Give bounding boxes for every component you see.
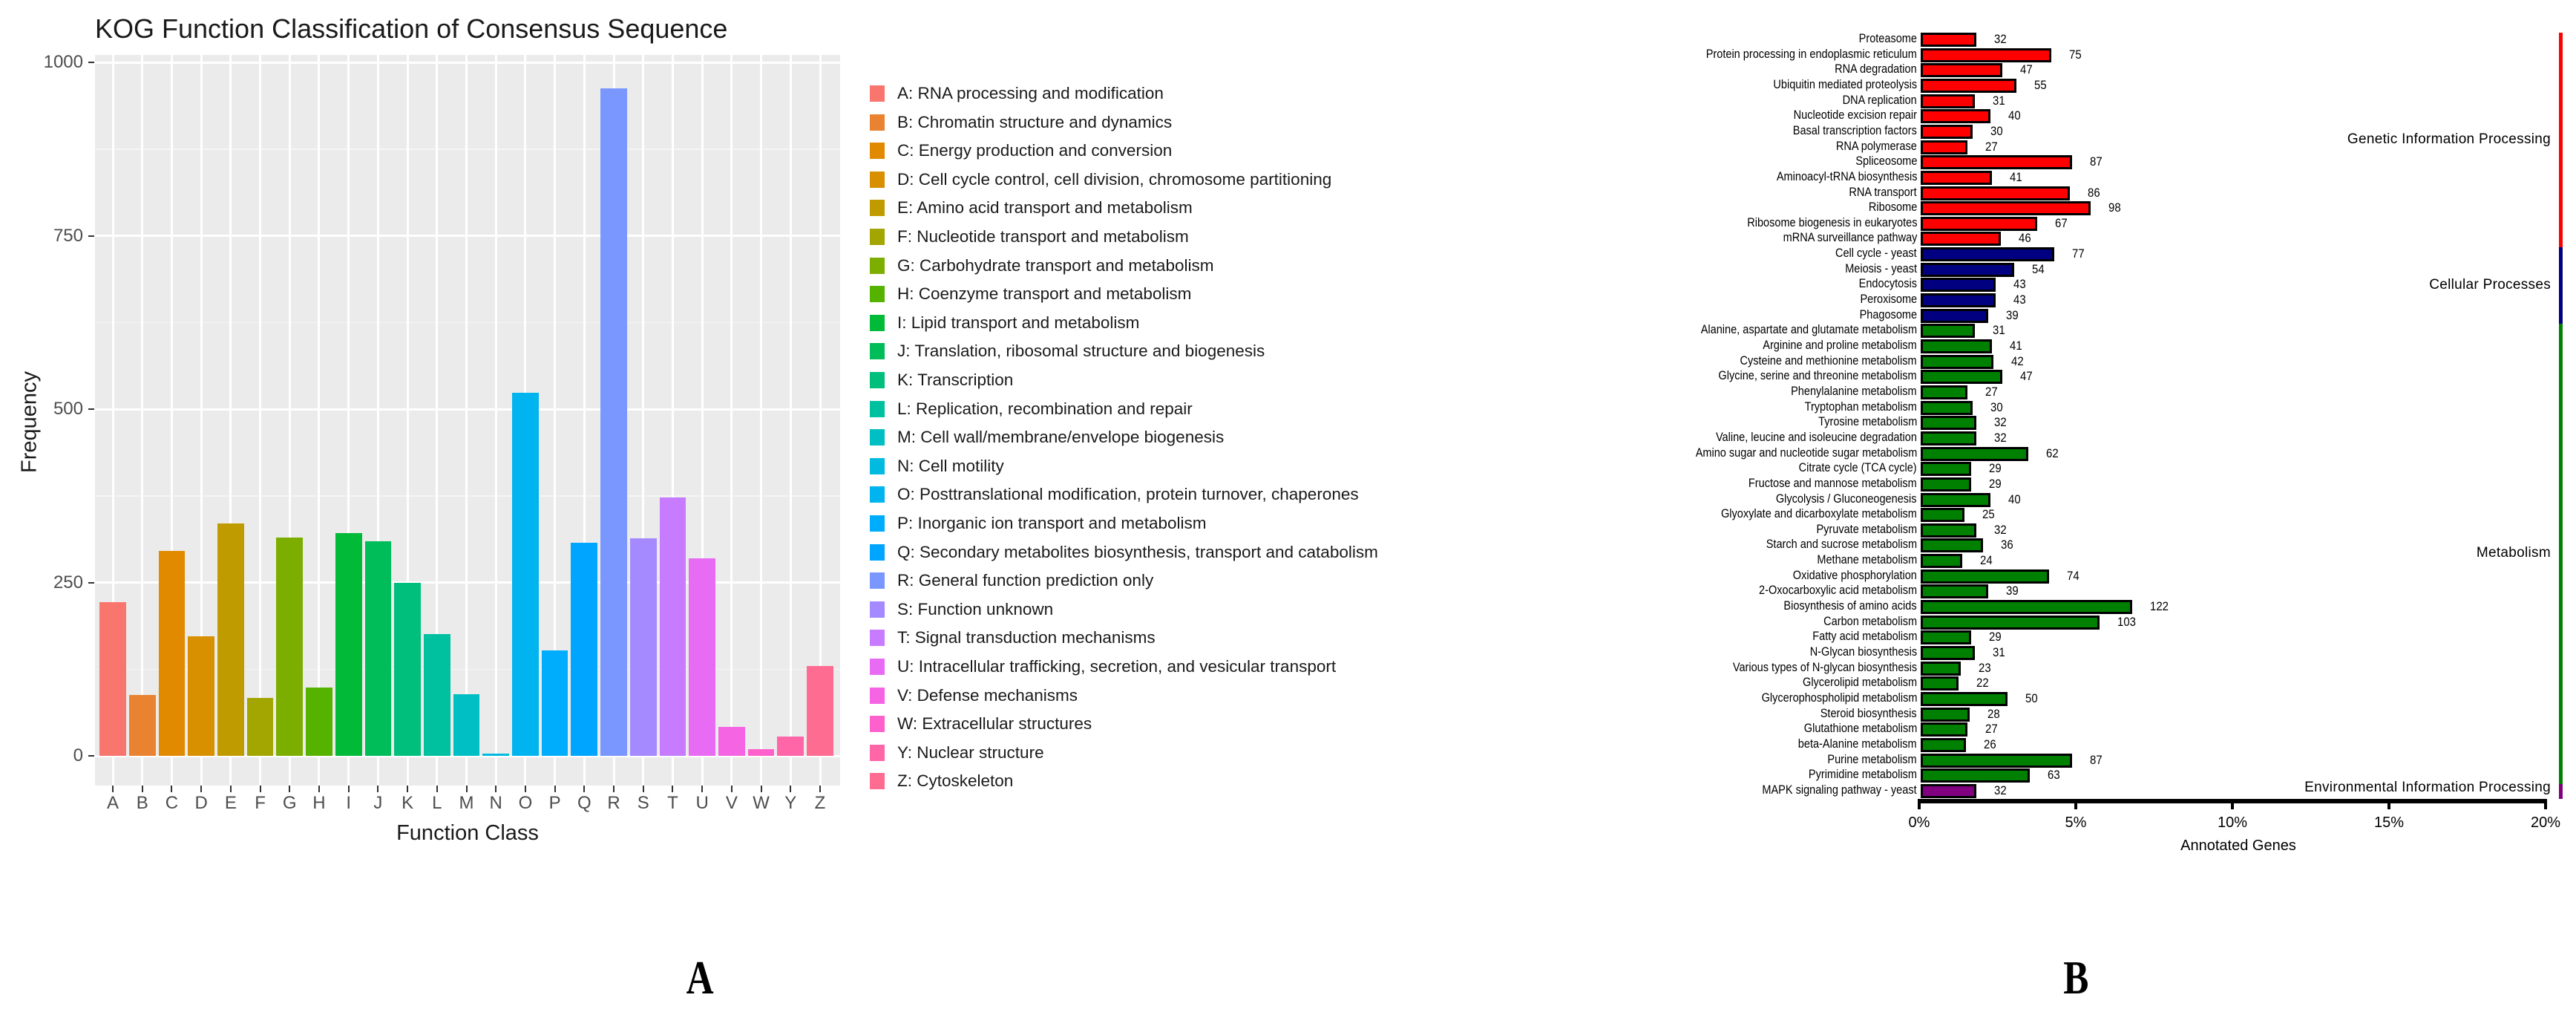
pathway-label: Steroid biosynthesis <box>1820 706 1917 720</box>
pathway-count: 55 <box>2033 77 2047 92</box>
pathway-row <box>0 754 2576 769</box>
pathway-count: 32 <box>1993 783 2007 797</box>
pathway-row <box>0 616 2576 631</box>
x-tick-label: P <box>548 793 561 813</box>
pathway-count: 74 <box>2067 568 2080 583</box>
pathway-bar <box>1921 94 1975 108</box>
group-color-bar <box>2559 324 2563 784</box>
pathway-count: 40 <box>2008 492 2021 506</box>
pathway-row <box>0 662 2576 677</box>
x-tick-label: 15% <box>2373 815 2405 831</box>
pathway-bar <box>1921 217 2037 231</box>
group-color-bar <box>2559 784 2563 800</box>
y-tick-label: 250 <box>53 572 83 592</box>
pathway-label: Citrate cycle (TCA cycle) <box>1799 461 1917 475</box>
pathway-bar <box>1921 676 1959 691</box>
pathway-count: 42 <box>2011 353 2024 368</box>
pathway-row <box>0 309 2576 324</box>
pathway-count: 32 <box>1993 522 2007 537</box>
pathway-bar <box>1921 662 1961 676</box>
pathway-count: 32 <box>1993 415 2007 430</box>
x-tick-label: 0% <box>1908 815 1930 831</box>
pathway-bar <box>1921 523 1976 538</box>
x-tick-label: C <box>165 793 179 813</box>
pathway-row <box>0 630 2576 646</box>
chart-a-x-axis-label: Function Class <box>396 821 539 845</box>
legend-label: Z: Cytoskeleton <box>897 771 1014 791</box>
pathway-label: Glycine, serine and threonine metabolism <box>1718 369 1917 383</box>
pathway-row <box>0 646 2576 662</box>
pathway-row <box>0 722 2576 738</box>
legend-label: H: Coenzyme transport and metabolism <box>897 284 1192 304</box>
pathway-bar <box>1921 263 2014 277</box>
pathway-row <box>0 186 2576 202</box>
pathway-count: 54 <box>2032 261 2045 276</box>
x-tick-label: G <box>282 793 297 813</box>
pathway-count: 31 <box>1992 93 2005 108</box>
pathway-label: Alanine, aspartate and glutamate metabolism <box>1700 323 1917 337</box>
pathway-row <box>0 401 2576 417</box>
pathway-count: 50 <box>2025 691 2038 705</box>
pathway-bar <box>1921 416 1976 430</box>
pathway-row <box>0 676 2576 692</box>
x-tick-label: U <box>695 793 709 813</box>
pathway-bar <box>1921 538 1983 552</box>
legend-label: D: Cell cycle control, cell division, chromosome partitioning <box>897 169 1332 189</box>
pathway-label: Endocytosis <box>1858 277 1917 291</box>
group-label: Cellular Processes <box>2429 276 2551 293</box>
pathway-count: 22 <box>1976 676 1990 691</box>
pathway-label: Purine metabolism <box>1827 752 1917 766</box>
pathway-count: 43 <box>2013 293 2026 307</box>
pathway-label: Fructose and mannose metabolism <box>1749 476 1917 490</box>
legend-label: B: Chromatin structure and dynamics <box>897 112 1173 131</box>
pathway-bar <box>1921 477 1971 492</box>
x-tick-label: V <box>725 793 738 813</box>
y-tick-label: 0 <box>73 745 83 765</box>
y-tick-label: 750 <box>53 225 83 246</box>
pathway-label: Oxidative phosphorylation <box>1792 568 1917 582</box>
legend-label: P: Inorganic ion transport and metabolism <box>897 514 1207 532</box>
pathway-row <box>0 339 2576 355</box>
pathway-count: 75 <box>2068 47 2082 62</box>
pathway-row <box>0 538 2576 554</box>
pathway-row <box>0 247 2576 263</box>
x-tick-label: K <box>402 793 414 813</box>
pathway-bar <box>1921 109 1990 123</box>
pathway-bar <box>1921 692 2008 706</box>
x-tick-mark <box>2231 799 2234 809</box>
pathway-row <box>0 217 2576 232</box>
pathway-label: Aminoacyl-tRNA biosynthesis <box>1776 169 1917 183</box>
pathway-row <box>0 600 2576 616</box>
pathway-label: Methane metabolism <box>1817 553 1917 567</box>
pathway-label: Nucleotide excision repair <box>1793 108 1917 123</box>
pathway-row <box>0 79 2576 94</box>
x-tick-label: N <box>489 793 502 813</box>
pathway-label: Tyrosine metabolism <box>1818 415 1917 429</box>
pathway-bar <box>1921 447 2028 461</box>
x-tick-label: Z <box>814 793 826 813</box>
pathway-row <box>0 692 2576 708</box>
pathway-label: Basal transcription factors <box>1792 123 1917 137</box>
pathway-row <box>0 63 2576 79</box>
pathway-label: Meiosis - yeast <box>1845 261 1917 275</box>
pathway-row <box>0 523 2576 539</box>
pathway-count: 36 <box>2001 538 2013 552</box>
pathway-bar <box>1921 630 1971 644</box>
pathway-label: mRNA surveillance pathway <box>1783 231 1917 245</box>
pathway-bar <box>1921 48 2051 62</box>
pathway-count: 103 <box>2117 614 2136 629</box>
chart-a-y-axis-label: Frequency <box>17 371 42 474</box>
x-tick-label: O <box>518 793 533 813</box>
pathway-count: 29 <box>1988 630 2002 644</box>
pathway-count: 67 <box>2054 215 2068 230</box>
group-color-bar <box>2559 33 2563 247</box>
pathway-row <box>0 569 2576 585</box>
pathway-label: RNA polymerase <box>1836 139 1917 153</box>
pathway-bar <box>1921 569 2049 584</box>
pathway-label: Protein processing in endoplasmic reticulum <box>1705 47 1917 61</box>
pathway-row <box>0 125 2576 140</box>
x-tick-label: B <box>136 793 148 813</box>
pathway-count: 39 <box>2006 584 2019 598</box>
pathway-bar <box>1921 186 2070 200</box>
pathway-label: Peroxisome <box>1860 293 1917 307</box>
pathway-label: Biosynthesis of amino acids <box>1783 599 1917 613</box>
x-tick-label: S <box>637 793 649 813</box>
pathway-count: 87 <box>2089 752 2103 767</box>
pathway-bar <box>1921 201 2091 215</box>
legend-label: L: Replication, recombination and repair <box>897 399 1193 418</box>
pathway-count: 122 <box>2150 599 2169 614</box>
x-tick-label: J <box>373 793 383 813</box>
pathway-row <box>0 155 2576 171</box>
x-tick-mark <box>2074 799 2077 809</box>
pathway-count: 31 <box>1992 323 2005 338</box>
legend-label: A: RNA processing and modification <box>897 84 1164 102</box>
pathway-bar <box>1921 722 1967 737</box>
pathway-bar <box>1921 355 1993 369</box>
pathway-row <box>0 201 2576 217</box>
pathway-label: Pyruvate metabolism <box>1816 522 1917 536</box>
x-tick-label: R <box>607 793 620 813</box>
pathway-row <box>0 171 2576 186</box>
pathway-count: 24 <box>1980 553 1993 568</box>
pathway-label: 2-Oxocarboxylic acid metabolism <box>1758 584 1917 598</box>
x-tick-label: A <box>106 793 119 813</box>
pathway-label: Glycerolipid metabolism <box>1802 676 1917 690</box>
pathway-bar <box>1921 155 2072 169</box>
pathway-bar <box>1921 171 1992 185</box>
pathway-count: 27 <box>1985 384 1998 399</box>
pathway-label: Spliceosome <box>1855 154 1917 169</box>
pathway-row <box>0 584 2576 600</box>
pathway-row <box>0 33 2576 48</box>
pathway-count: 30 <box>1990 399 2003 414</box>
panel-label-b: B <box>2063 951 2089 1004</box>
x-tick-label: L <box>432 793 442 813</box>
y-tick-label: 500 <box>53 399 83 419</box>
pathway-bar <box>1921 247 2054 261</box>
pathway-bar <box>1921 324 1975 338</box>
pathway-bar <box>1921 309 1988 323</box>
pathway-bar <box>1921 63 2002 77</box>
pathway-label: RNA transport <box>1849 185 1917 199</box>
pathway-count: 30 <box>1990 123 2003 138</box>
pathway-row <box>0 462 2576 477</box>
pathway-count: 28 <box>1987 706 2000 721</box>
x-tick-label: W <box>753 793 770 813</box>
pathway-count: 23 <box>1978 660 1991 675</box>
legend-label: V: Defense mechanisms <box>897 685 1078 705</box>
pathway-label: Cysteine and methionine metabolism <box>1740 353 1917 368</box>
panel-label-a: A <box>686 951 714 1004</box>
pathway-count: 43 <box>2013 277 2026 292</box>
pathway-row <box>0 355 2576 370</box>
pathway-count: 27 <box>1985 139 1998 154</box>
pathway-label: Glyoxylate and dicarboxylate metabolism <box>1721 507 1917 521</box>
pathway-label: Valine, leucine and isoleucine degradation <box>1716 430 1917 444</box>
x-tick-label: 5% <box>2065 815 2087 831</box>
pathway-label: Ribosome biogenesis in eukaryotes <box>1746 215 1917 229</box>
pathway-count: 47 <box>2019 369 2033 384</box>
pathway-bar <box>1921 431 1976 445</box>
pathway-label: RNA degradation <box>1835 62 1917 76</box>
pathway-count: 41 <box>2009 339 2022 353</box>
x-tick-mark <box>2387 799 2390 809</box>
pathway-bar <box>1921 508 1964 522</box>
pathway-bar <box>1921 401 1973 415</box>
legend-label: Y: Nuclear structure <box>897 742 1044 762</box>
legend-label: S: Function unknown <box>897 599 1054 618</box>
group-color-bar <box>2559 247 2563 324</box>
pathway-count: 41 <box>2009 169 2022 184</box>
x-tick-label: T <box>667 793 678 813</box>
pathway-count: 98 <box>2108 200 2121 215</box>
pathway-label: Tryptophan metabolism <box>1804 399 1917 414</box>
x-tick-label: E <box>224 793 237 813</box>
pathway-label: Ubiquitin mediated proteolysis <box>1773 77 1917 91</box>
pathway-count: 46 <box>2018 231 2031 246</box>
pathway-count: 62 <box>2046 445 2059 460</box>
x-tick-label: F <box>255 793 266 813</box>
pathway-row <box>0 48 2576 64</box>
pathway-label: Starch and sucrose metabolism <box>1766 538 1917 552</box>
x-tick-mark <box>2544 799 2547 809</box>
pathway-count: 39 <box>2006 307 2019 322</box>
x-tick-label: 20% <box>2530 815 2561 831</box>
pathway-count: 32 <box>1993 32 2007 46</box>
pathway-bar <box>1921 646 1975 660</box>
pathway-count: 87 <box>2089 154 2103 169</box>
pathway-count: 25 <box>1982 507 1995 522</box>
pathway-row <box>0 324 2576 339</box>
legend-label: T: Signal transduction mechanisms <box>897 628 1156 647</box>
pathway-row <box>0 554 2576 569</box>
pathway-row <box>0 447 2576 463</box>
pathway-row <box>0 768 2576 784</box>
pathway-label: Carbon metabolism <box>1823 614 1917 628</box>
pathway-row <box>0 708 2576 723</box>
legend-label: R: General function prediction only <box>897 571 1154 590</box>
pathway-row <box>0 232 2576 247</box>
legend-label: I: Lipid transport and metabolism <box>897 313 1140 332</box>
pathway-label: Glycolysis / Gluconeogenesis <box>1776 492 1917 506</box>
pathway-bar <box>1921 600 2132 614</box>
pathway-row <box>0 431 2576 447</box>
legend-label: J: Translation, ribosomal structure and biogenesis <box>897 342 1265 361</box>
pathway-label: Fatty acid metabolism <box>1812 630 1917 644</box>
pathway-bar <box>1921 339 1992 353</box>
pathway-row <box>0 493 2576 509</box>
pathway-row <box>0 416 2576 431</box>
pathway-label: Phagosome <box>1859 307 1917 321</box>
pathway-bar <box>1921 768 2030 783</box>
chart-b-x-axis-label: Annotated Genes <box>2180 838 2296 854</box>
pathway-bar <box>1921 33 1976 47</box>
pathway-bar <box>1921 140 1967 154</box>
pathway-count: 86 <box>2088 185 2100 200</box>
pathway-row <box>0 140 2576 156</box>
pathway-label: beta-Alanine metabolism <box>1798 737 1917 751</box>
pathway-bar <box>1921 738 1966 752</box>
pathway-row <box>0 109 2576 125</box>
pathway-count: 63 <box>2048 768 2061 783</box>
pathway-bar <box>1921 278 1996 292</box>
pathway-count: 26 <box>1983 737 1996 751</box>
pathway-row <box>0 508 2576 523</box>
pathway-count: 31 <box>1992 645 2005 659</box>
y-tick-label: 1000 <box>43 52 83 72</box>
chart-a-title: KOG Function Classification of Consensus Sequence <box>95 13 728 44</box>
pathway-row <box>0 263 2576 278</box>
x-tick-label: Q <box>577 793 591 813</box>
x-tick-label: 10% <box>2217 815 2248 831</box>
pathway-row <box>0 477 2576 493</box>
x-tick-mark <box>1918 799 1921 809</box>
legend-label: C: Energy production and conversion <box>897 141 1173 160</box>
pathway-count: 40 <box>2008 108 2021 123</box>
pathway-label: Proteasome <box>1858 32 1917 45</box>
pathway-count: 29 <box>1988 461 2002 476</box>
legend-label: O: Posttranslational modification, protein turnover, chaperones <box>897 485 1359 504</box>
pathway-count: 27 <box>1985 722 1998 737</box>
pathway-label: Pyrimidine metabolism <box>1808 768 1917 782</box>
legend-label: N: Cell motility <box>897 456 1004 475</box>
legend-label: E: Amino acid transport and metabolism <box>897 198 1193 218</box>
pathway-count: 47 <box>2019 62 2033 77</box>
x-tick-label: Y <box>784 793 797 813</box>
pathway-count: 29 <box>1988 476 2002 491</box>
pathway-count: 32 <box>1993 430 2007 445</box>
pathway-bar <box>1921 125 1973 139</box>
pathway-label: N-Glycan biosynthesis <box>1809 645 1917 659</box>
pathway-bar <box>1921 370 2002 384</box>
pathway-bar <box>1921 232 2001 246</box>
pathway-row <box>0 784 2576 800</box>
pathway-row <box>0 385 2576 401</box>
pathway-bar <box>1921 493 1990 507</box>
pathway-bar <box>1921 616 2100 630</box>
pathway-label: MAPK signaling pathway - yeast <box>1762 783 1917 797</box>
legend-label: G: Carbohydrate transport and metabolism <box>897 255 1214 275</box>
legend-label: F: Nucleotide transport and metabolism <box>897 227 1189 246</box>
x-tick-label: D <box>194 793 208 813</box>
pathway-row <box>0 278 2576 293</box>
legend-label: K: Transcription <box>897 370 1014 389</box>
legend-label: M: Cell wall/membrane/envelope biogenesis <box>897 428 1225 447</box>
pathway-label: Glycerophospholipid metabolism <box>1761 691 1917 705</box>
pathway-row <box>0 94 2576 110</box>
pathway-label: Cell cycle - yeast <box>1835 247 1917 261</box>
pathway-label: Ribosome <box>1868 200 1917 215</box>
legend-label: Q: Secondary metabolites biosynthesis, transport and catabolism <box>897 542 1378 561</box>
pathway-label: DNA replication <box>1842 93 1917 107</box>
pathway-bar <box>1921 293 1996 307</box>
pathway-bar <box>1921 554 1962 568</box>
pathway-label: Various types of N-glycan biosynthesis <box>1732 660 1917 674</box>
pathway-label: Phenylalanine metabolism <box>1791 384 1917 398</box>
x-tick-label: I <box>346 793 351 813</box>
pathway-count: 77 <box>2072 247 2085 261</box>
group-label: Metabolism <box>2476 545 2551 561</box>
pathway-label: Glutathione metabolism <box>1803 722 1917 736</box>
pathway-bar <box>1921 754 2072 768</box>
pathway-label: Arginine and proline metabolism <box>1763 339 1917 352</box>
pathway-row <box>0 370 2576 385</box>
pathway-bar <box>1921 385 1967 399</box>
pathway-bar <box>1921 79 2016 93</box>
legend-label: U: Intracellular trafficking, secretion, and vesicular transport <box>897 657 1337 676</box>
x-tick-label: M <box>459 793 474 813</box>
pathway-bar <box>1921 584 1988 598</box>
pathway-row <box>0 293 2576 309</box>
legend-label: W: Extracellular structures <box>897 714 1092 734</box>
x-tick-label: H <box>312 793 326 813</box>
group-label: Genetic Information Processing <box>2347 131 2551 147</box>
pathway-bar <box>1921 784 1976 798</box>
group-label: Environmental Information Processing <box>2304 779 2551 795</box>
pathway-bar <box>1921 708 1970 722</box>
pathway-bar <box>1921 462 1971 476</box>
pathway-label: Amino sugar and nucleotide sugar metabolism <box>1695 445 1917 460</box>
pathway-row <box>0 738 2576 754</box>
